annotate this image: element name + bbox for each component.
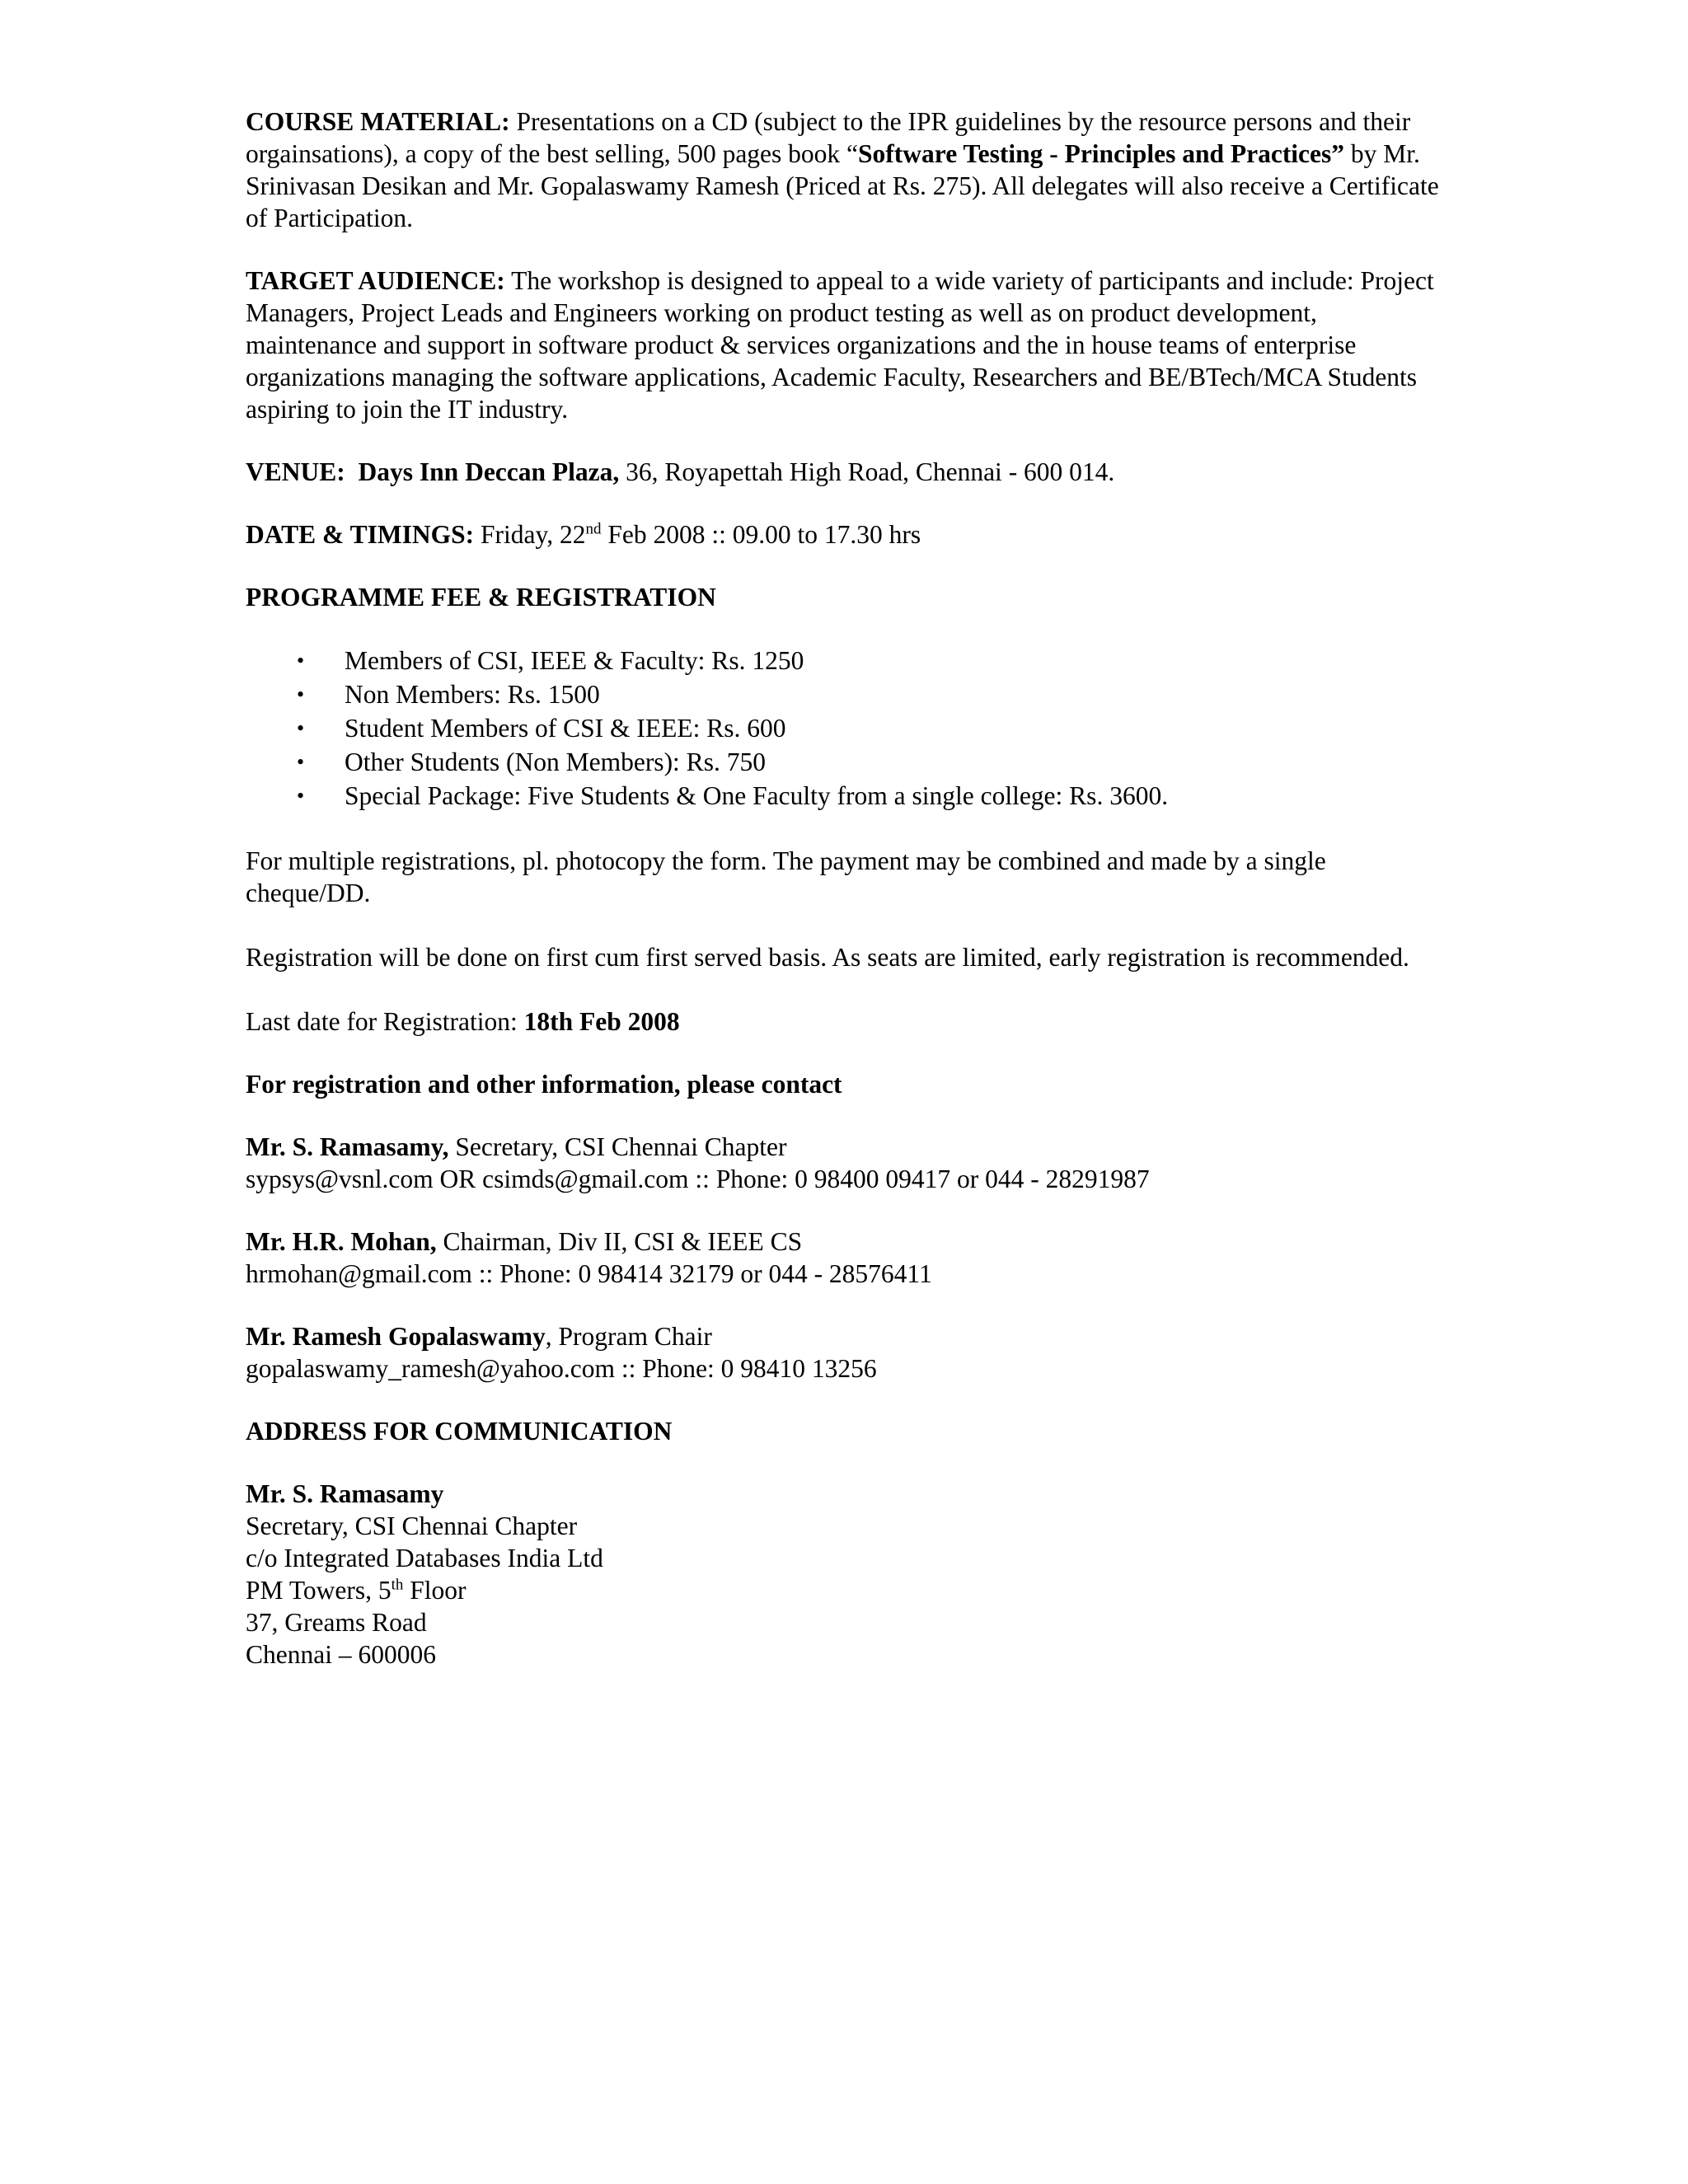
last-date-value: 18th Feb 2008 — [523, 1007, 680, 1036]
date-heading: DATE & TIMINGS: — [246, 520, 475, 549]
fee-item — [246, 779, 1441, 813]
contact-name: Mr. S. Ramasamy, — [246, 1132, 449, 1161]
contact-role: , Program Chair — [545, 1322, 712, 1351]
book-title: Software Testing - Principles and Practices” — [858, 139, 1345, 168]
fee-heading: PROGRAMME FEE & REGISTRATION — [246, 583, 716, 612]
course-material-paragraph — [246, 105, 1441, 234]
fee-item — [246, 677, 1441, 711]
contact-role: Chairman, Div II, CSI & IEEE CS — [436, 1227, 803, 1256]
address-line-3-prefix: PM Towers, 5 — [246, 1576, 392, 1605]
fee-list — [246, 644, 1441, 813]
contact-name: Mr. H.R. Mohan, — [246, 1227, 437, 1256]
fee-item-text: Non Members: Rs. 1500 — [345, 680, 600, 709]
venue-address: 36, Royapettah High Road, Chennai - 600 014. — [619, 457, 1115, 486]
multiple-registration-note: For multiple registrations, pl. photocopy the form. The payment may be combined and made by a single cheque/DD. — [246, 846, 1326, 907]
document-page — [246, 105, 1441, 1701]
address-heading: ADDRESS FOR COMMUNICATION — [246, 1417, 673, 1446]
contact-name: Mr. Ramesh Gopalaswamy — [246, 1322, 546, 1351]
contact-person — [246, 1320, 1441, 1385]
contact-person — [246, 1226, 1441, 1290]
bullet-icon: • — [297, 649, 305, 673]
registration-basis-note: Registration will be done on first cum first served basis. As seats are limited, early registration is recommended. — [246, 943, 1409, 972]
date-day-suffix: nd — [585, 520, 602, 538]
contact-details: sypsys@vsnl.com OR csimds@gmail.com :: Phone: 0 98400 09417 or 044 - 28291987 — [246, 1165, 1150, 1193]
course-material-heading: COURSE MATERIAL: — [246, 107, 510, 136]
address-line-2: c/o Integrated Databases India Ltd — [246, 1544, 603, 1572]
bullet-icon: • — [297, 784, 305, 808]
contact-person — [246, 1131, 1441, 1195]
address-block — [246, 1478, 1441, 1671]
course-material-text-b: by Mr. Srinivasan Desikan and Mr. Gopalaswamy Ramesh (Priced at Rs. 275). All delegates will also receive a Certificate of Participation. — [246, 139, 1439, 232]
target-audience-text: The workshop is designed to appeal to a wide variety of participants and include: Project Managers, Project Leads and Engineers working on product testing as well as on product development, maintenance and support in software product & services organizations and the in house teams of enterprise organizations managing the software applications, Academic Faculty, Researchers and BE/BTech/MCA Students aspiring to join the IT industry. — [246, 266, 1434, 424]
fee-item-text: Members of CSI, IEEE & Faculty: Rs. 1250 — [345, 646, 804, 675]
date-rest: Feb 2008 :: 09.00 to 17.30 hrs — [601, 520, 921, 549]
last-date-label: Last date for Registration: — [246, 1007, 524, 1036]
address-line-5: Chennai – 600006 — [246, 1640, 436, 1669]
date-day-prefix: Friday, 22 — [474, 520, 586, 549]
fee-item — [246, 644, 1441, 677]
date-paragraph — [246, 518, 1441, 551]
address-line-3-suffix: Floor — [403, 1576, 467, 1605]
bullet-icon: • — [297, 750, 305, 774]
fee-item — [246, 745, 1441, 779]
fee-item-text: Student Members of CSI & IEEE: Rs. 600 — [345, 714, 786, 743]
contact-heading: For registration and other information, please contact — [246, 1070, 842, 1099]
venue-place: Days Inn Deccan Plaza, — [358, 457, 620, 486]
contact-details: hrmohan@gmail.com :: Phone: 0 98414 32179 or 044 - 28576411 — [246, 1259, 932, 1288]
fee-item — [246, 711, 1441, 745]
address-line-1: Secretary, CSI Chennai Chapter — [246, 1511, 578, 1540]
target-audience-paragraph — [246, 265, 1441, 425]
address-line-3-sup: th — [391, 1576, 404, 1594]
bullet-icon: • — [297, 682, 305, 706]
target-audience-heading: TARGET AUDIENCE: — [246, 266, 505, 295]
venue-heading: VENUE: — [246, 457, 345, 486]
fee-item-text: Other Students (Non Members): Rs. 750 — [345, 748, 766, 776]
address-name: Mr. S. Ramasamy — [246, 1479, 444, 1508]
last-date-paragraph — [246, 1005, 1441, 1038]
fee-item-text: Special Package: Five Students & One Faculty from a single college: Rs. 3600. — [345, 781, 1169, 810]
venue-paragraph — [246, 456, 1441, 488]
bullet-icon: • — [297, 716, 305, 740]
contact-details: gopalaswamy_ramesh@yahoo.com :: Phone: 0 98410 13256 — [246, 1354, 877, 1383]
course-material-text-a: Presentations on a CD (subject to the IPR guidelines by the resource persons and their orgainsations), a copy of the best selling, 500 pages book “ — [246, 107, 1411, 168]
address-line-4: 37, Greams Road — [246, 1608, 427, 1637]
address-line-3 — [246, 1574, 1441, 1606]
contact-role: Secretary, CSI Chennai Chapter — [448, 1132, 787, 1161]
